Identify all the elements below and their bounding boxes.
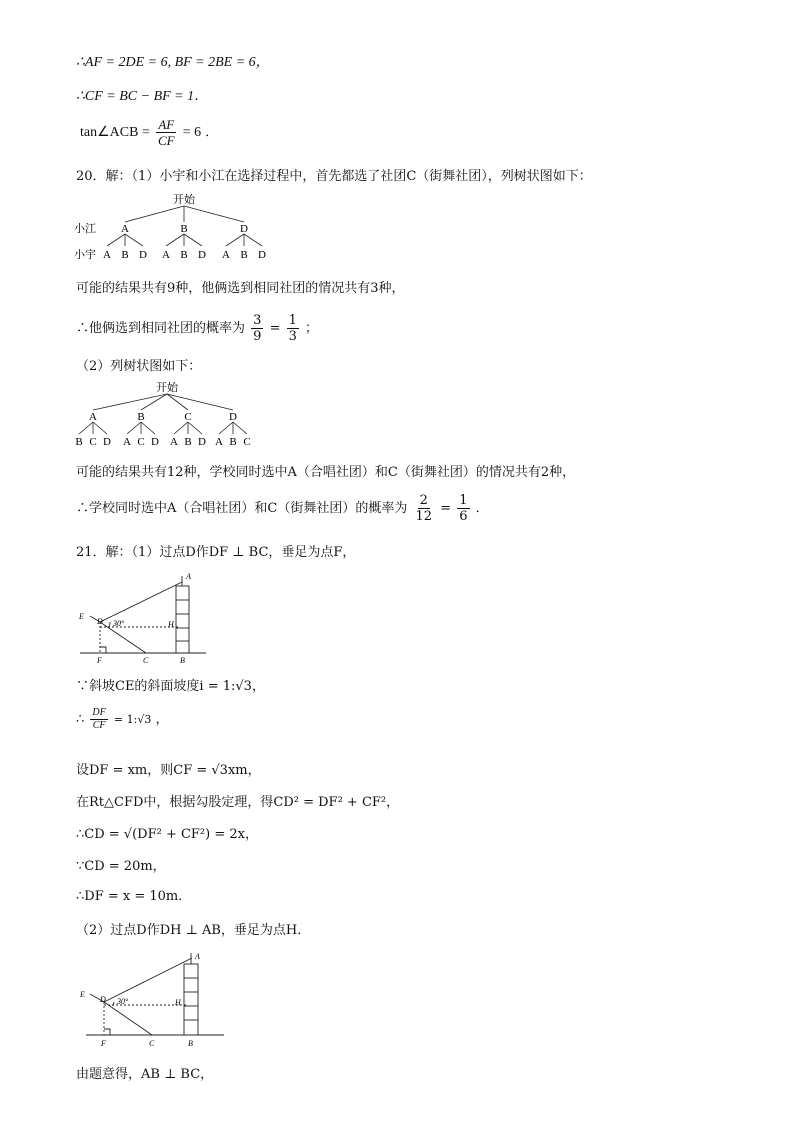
probability-line: ∴他俩选到相同社团的概率为 $\frac{3}{9}$ = $\frac{1}{3}$ ； <box>76 313 319 344</box>
equation-line: ∴CF = BC − BF = 1． <box>76 89 209 104</box>
svg-text:A: A <box>89 411 97 423</box>
probability-line: ∴学校同时选中A（合唱社团）和C（街舞社团）的概率为 $\frac{2}{12}$ = $\frac{1}{6}$ ． <box>76 493 489 524</box>
svg-text:30°: 30° <box>117 997 129 1006</box>
tree-diagram-2 <box>70 380 270 448</box>
svg-text:D: D <box>198 436 206 448</box>
row-label: 小宇 <box>74 249 96 261</box>
part-2-intro: （2）列树状图如下： <box>76 359 202 374</box>
svg-text:D: D <box>100 995 106 1004</box>
slope-line: ∵斜坡CE的斜面坡度i = 1:√3， <box>76 679 265 694</box>
svg-text:A: A <box>170 436 178 448</box>
svg-text:C: C <box>243 436 251 448</box>
svg-text:B: B <box>188 1039 193 1048</box>
svg-text:D: D <box>198 249 206 261</box>
svg-text:A: A <box>222 249 230 261</box>
geometry-figure-1 <box>76 570 210 666</box>
svg-text:F: F <box>97 656 102 665</box>
svg-text:D: D <box>240 223 248 235</box>
svg-text:B: B <box>180 656 185 665</box>
result-text: 可能的结果共有12种，学校同时选中A（合唱社团）和C（街舞社团）的情况共有2种， <box>76 465 576 480</box>
svg-text:B: B <box>184 436 192 448</box>
svg-text:30°: 30° <box>113 619 125 628</box>
result-text: 可能的结果共有9种，他俩选到相同社团的情况共有3种， <box>76 281 405 296</box>
svg-text:A: A <box>121 223 129 235</box>
tree-root: 开始 <box>173 194 195 206</box>
svg-text:D: D <box>103 436 111 448</box>
svg-text:A: A <box>103 249 111 261</box>
svg-text:B: B <box>180 223 188 235</box>
svg-text:C: C <box>184 411 192 423</box>
svg-text:B: B <box>240 249 248 261</box>
part-2-intro: （2）过点D作DH ⊥ AB，垂足为点H． <box>76 923 311 938</box>
svg-text:D: D <box>229 411 237 423</box>
svg-text:D: D <box>151 436 159 448</box>
svg-text:B: B <box>229 436 237 448</box>
svg-text:E: E <box>79 612 84 621</box>
svg-text:开始: 开始 <box>156 382 178 394</box>
svg-text:A: A <box>215 436 223 448</box>
problem-20-intro: 20．解：（1）小宇和小江在选择过程中，首先都选了社团C（街舞社团），列树状图如下： <box>76 169 592 184</box>
tan-equation: tan∠ACB = $\frac{AF}{CF}$ = 6 ． <box>80 117 219 148</box>
svg-text:B: B <box>180 249 188 261</box>
svg-text:D: D <box>139 249 147 261</box>
svg-text:B: B <box>121 249 129 261</box>
row-label: 小江 <box>74 223 96 235</box>
svg-text:C: C <box>143 656 149 665</box>
svg-text:A: A <box>162 249 170 261</box>
df-value-line: ∴DF = x = 10m． <box>76 889 192 904</box>
equation-line: ∴AF = 2DE = 6, BF = 2BE = 6， <box>76 55 270 70</box>
cd-expression-line: ∴CD = √(DF² + CF²) = 2x， <box>76 827 258 842</box>
let-line: 设DF = xm，则CF = √3xm， <box>76 763 261 778</box>
svg-text:A: A <box>123 436 131 448</box>
problem-21-intro: 21．解：（1）过点D作DF ⊥ BC，垂足为点F， <box>76 545 356 560</box>
svg-text:A: A <box>195 952 200 961</box>
svg-text:B: B <box>137 411 145 423</box>
pythagoras-line: 在Rt△CFD中，根据勾股定理，得CD² = DF² + CF²， <box>76 795 400 810</box>
svg-text:B: B <box>75 436 83 448</box>
ratio-line: ∴ $\frac{DF}{CF}$ = 1:√3 ， <box>76 707 169 731</box>
svg-text:C: C <box>89 436 97 448</box>
svg-text:F: F <box>101 1039 106 1048</box>
cd-value-line: ∵CD = 20m， <box>76 859 166 874</box>
given-line: 由题意得，AB ⊥ BC， <box>76 1067 214 1082</box>
svg-text:H: H <box>175 998 181 1007</box>
svg-text:E: E <box>80 990 85 999</box>
svg-text:A: A <box>186 572 191 581</box>
svg-text:C: C <box>149 1039 155 1048</box>
tree-diagram-1 <box>70 192 290 264</box>
svg-text:C: C <box>137 436 145 448</box>
svg-text:D: D <box>258 249 266 261</box>
svg-text:H: H <box>168 620 174 629</box>
svg-text:D: D <box>97 617 103 626</box>
geometry-figure-2 <box>76 950 228 1050</box>
